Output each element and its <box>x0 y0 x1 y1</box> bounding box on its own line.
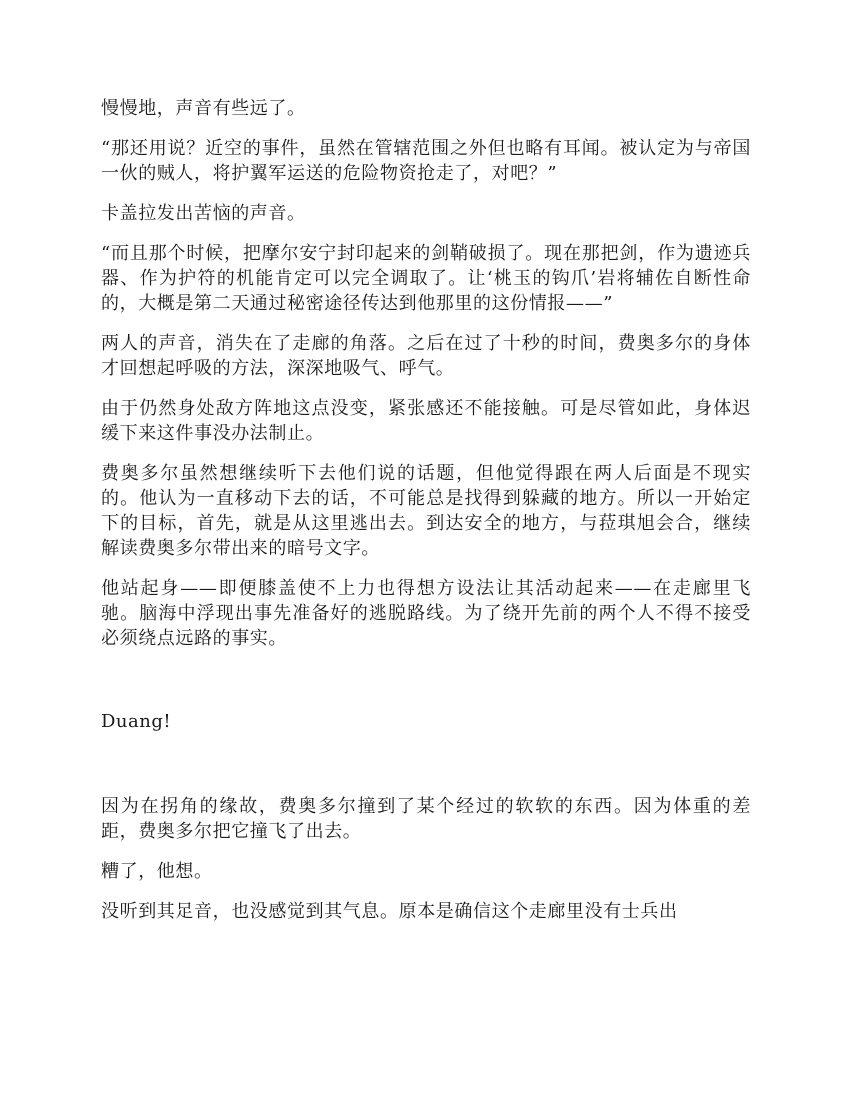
paragraph: 卡盖拉发出苦恼的声音。 <box>101 203 306 224</box>
paragraph: “那还用说？近空的事件，虽然在管辖范围之外但也略有耳闻。被认定为与帝国一伙的贼人，将护翼军运送的危险物资抢走了，对吧？” <box>101 138 751 184</box>
paragraph: “而且那个时候，把摩尔安宁封印起来的剑鞘破损了。现在那把剑，作为遗迹兵器、作为护符的机能肯定可以完全调取了。让‘桃玉的钩爪’岩将辅佐自断性命的，大概是第二天通过秘密途径传达到他那里的这份情报——” <box>101 243 751 314</box>
sound-effect-text: Duang! <box>101 711 172 732</box>
document-page <box>101 96 751 939</box>
paragraph: 他站起身——即便膝盖使不上力也得想方设法让其活动起来——在走廊里飞驰。脑海中浮现出事先准备好的逃脱路线。为了绕开先前的两个人不得不接受必须绕点远路的事实。 <box>101 578 751 649</box>
paragraph: 由于仍然身处敌方阵地这点没变，紧张感还不能接触。可是尽管如此，身体迟缓下来这件事没办法制止。 <box>101 398 751 444</box>
paragraph: 两人的声音，消失在了走廊的角落。之后在过了十秒的时间，费奥多尔的身体才回想起呼吸的方法，深深地吸气、呼气。 <box>101 333 751 379</box>
paragraph: 因为在拐角的缘故，费奥多尔撞到了某个经过的软软的东西。因为体重的差距，费奥多尔把它撞飞了出去。 <box>101 796 751 842</box>
paragraph: 慢慢地，声音有些远了。 <box>101 98 306 119</box>
paragraph: 糟了，他想。 <box>101 861 213 882</box>
paragraph: 费奥多尔虽然想继续听下去他们说的话题，但他觉得跟在两人后面是不现实的。他认为一直移动下去的话，不可能总是找得到躲藏的地方。所以一开始定下的目标，首先，就是从这里逃出去。到达安全的地方，与菈琪旭会合，继续解读费奥多尔带出来的暗号文字。 <box>101 463 751 559</box>
paragraph: 没听到其足音，也没感觉到其气息。原本是确信这个走廊里没有士兵出 <box>101 901 678 922</box>
